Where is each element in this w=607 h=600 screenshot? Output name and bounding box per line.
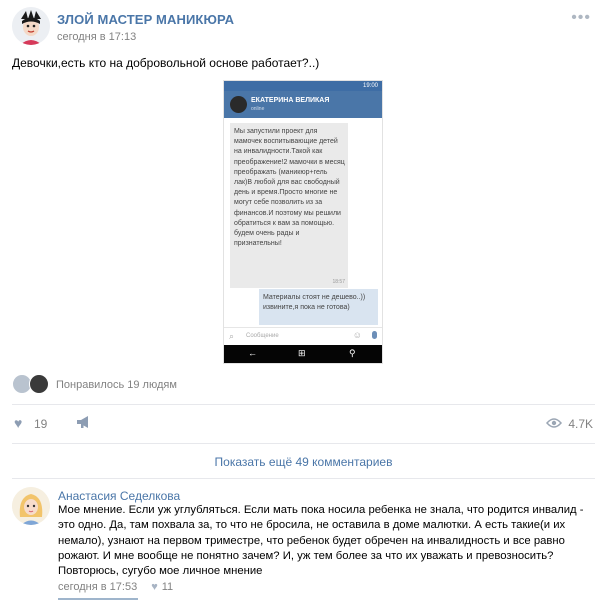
- contact-avatar: [230, 96, 247, 113]
- comment-timestamp[interactable]: сегодня в 17:53: [58, 581, 138, 593]
- phone-nav-bar: [224, 345, 383, 364]
- commenter-avatar[interactable]: [12, 487, 50, 525]
- show-more-comments-link[interactable]: Показать ещё 49 комментариев: [214, 455, 393, 469]
- chat-input-bar: [224, 327, 383, 345]
- back-arrow-icon: ←: [248, 348, 257, 358]
- comment-text: Мое мнение. Если уж углубляться. Если мать пока носила ребенка не знала, что родится инвалид - это одно. Да, там похвала за, то что не бросила, не оставила в доме малютки. А есть такие(и их немало), узнают на первом триместре, что ребенок будет обречен на инвалидность и все равно рожают. И мне вообще не понятно зачем? И, уж тем более за что их уважать и превозносить? Повторюсь, сугубо мое личное мнение: [58, 504, 584, 578]
- smile-icon: ☺: [352, 330, 362, 340]
- search-icon: ⚲: [349, 348, 356, 358]
- post-timestamp[interactable]: сегодня в 17:13: [57, 31, 137, 43]
- likes-text[interactable]: Понравилось 19 людям: [56, 379, 177, 391]
- liker-avatar[interactable]: [29, 374, 49, 394]
- comment-author[interactable]: Анастасия Седелкова: [58, 489, 181, 503]
- eye-icon: [546, 417, 562, 431]
- heart-icon[interactable]: ♥: [14, 415, 23, 431]
- post-text: Девочки,есть кто на добровольной основе работает?..): [12, 56, 320, 70]
- post-header: [12, 7, 595, 49]
- incoming-message-text: Мы запустили проект для мамочек воспитывающие детей на инвалидности.Такой как преображение!2 мамочки в месяц преображать (маникюр+гель лак)В любой для вас свободный день и время.Просто многие не могут себе позволить из за финансов.И поэтому мы решили обратиться к вам за помощью. будем очень рады и признательны!: [234, 128, 345, 248]
- chat-input-placeholder: Сообщение: [246, 333, 279, 339]
- views-count: 4.7K: [568, 417, 593, 431]
- post-actions: [12, 412, 595, 436]
- windows-logo-icon: ⊞: [298, 348, 306, 358]
- attached-screenshot[interactable]: [223, 80, 383, 364]
- megaphone-icon[interactable]: [76, 415, 92, 432]
- divider: [12, 443, 595, 444]
- like-count[interactable]: 19: [34, 417, 48, 431]
- phone-status-time: 19:00: [362, 83, 378, 89]
- divider: [12, 478, 595, 479]
- divider: [12, 404, 595, 405]
- incoming-message: [230, 123, 348, 288]
- comment-meta: [58, 581, 173, 593]
- contact-name: ЕКАТЕРИНА ВЕЛИКАЯ: [251, 97, 330, 104]
- phone-status-bar: [224, 81, 382, 91]
- microphone-icon: [372, 331, 377, 339]
- heart-icon[interactable]: ♥: [151, 581, 158, 593]
- chat-header: [224, 91, 382, 118]
- outgoing-message: Материалы стоят не дешево..)) извините,я пока не готова): [259, 289, 378, 325]
- incoming-message-time: 18:57: [332, 278, 345, 285]
- contact-status: online: [251, 106, 265, 112]
- community-avatar[interactable]: [12, 7, 50, 45]
- post-author[interactable]: ЗЛОЙ МАСТЕР МАНИКЮРА: [57, 12, 235, 27]
- chat-body: [224, 118, 383, 327]
- comment-like-count[interactable]: 11: [161, 581, 174, 593]
- views-counter: [546, 417, 593, 431]
- more-horizontal-icon[interactable]: •••: [571, 9, 591, 26]
- paperclip-icon: ⌕: [229, 331, 235, 341]
